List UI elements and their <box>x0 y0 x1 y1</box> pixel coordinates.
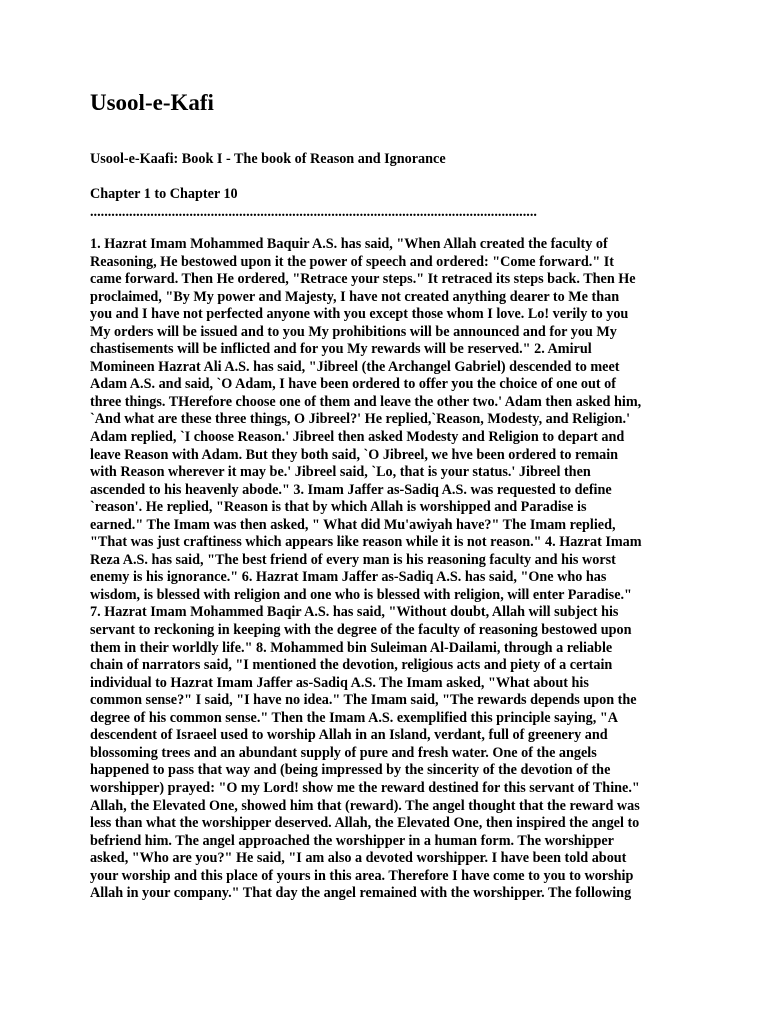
text-line: them in their worldly life." 8. Mohammed bin Suleiman Al-Dailami, through a reliable <box>90 639 613 656</box>
text-line: your worship and this place of yours in this area. Therefore I have come to you to worship <box>90 867 634 884</box>
dotted-separator: .............................................................................................................................. <box>90 204 537 220</box>
text-line: ascended to his heavenly abode." 3. Imam Jaffer as-Sadiq A.S. was requested to define <box>90 481 612 498</box>
text-line: Momineen Hazrat Ali A.S. has said, "Jibreel (the Archangel Gabriel) descended to meet <box>90 358 620 375</box>
text-line: Adam A.S. and said, `O Adam, I have been ordered to offer you the choice of one out of <box>90 376 616 393</box>
text-line: chastisements will be inflicted and for you My rewards will be reserved." 2. Amirul <box>90 341 592 358</box>
text-line: proclaimed, "By My power and Majesty, I have not created anything dearer to Me than <box>90 288 620 305</box>
text-line: "That was just craftiness which appears like reason while it is not reason." 4. Hazrat Imam <box>90 534 642 551</box>
text-line: My orders will be issued and to you My prohibitions will be announced and for you My <box>90 323 617 340</box>
text-line: asked, "Who are you?" He said, "I am also a devoted worshipper. I have been told about <box>90 850 627 867</box>
text-line: blossoming trees and an abundant supply of pure and fresh water. One of the angels <box>90 744 597 761</box>
text-line: `And what are these three things, O Jibreel?' He replied,`Reason, Modesty, and Religion.' <box>90 411 631 428</box>
body-paragraph <box>90 236 680 903</box>
text-line: worshipper) prayed: "O my Lord! show me the reward destined for this servant of Thine." <box>90 779 640 796</box>
text-line: degree of his common sense." Then the Imam A.S. exemplified this principle saying, "A <box>90 709 618 726</box>
text-line: Reasoning, He bestowed upon it the power of speech and ordered: "Come forward." It <box>90 253 614 270</box>
text-line: with Reason wherever it may be.' Jibreel said, `Lo, that is your status.' Jibreel then <box>90 464 591 481</box>
text-line: chain of narrators said, "I mentioned the devotion, religious acts and piety of a certain <box>90 657 613 674</box>
text-line: descendent of Israeel used to worship Allah in an Island, verdant, full of greenery and <box>90 727 608 744</box>
text-line: Allah, the Elevated One, showed him that (reward). The angel thought that the reward was <box>90 797 640 814</box>
document-title: Usool-e-Kafi <box>90 90 214 115</box>
text-line: three things. THerefore choose one of them and leave the other two.' Adam then asked him, <box>90 393 642 410</box>
text-line: `reason'. He replied, "Reason is that by which Allah is worshipped and Paradise is <box>90 499 587 516</box>
text-line: servant to reckoning in keeping with the degree of the faculty of reasoning bestowed upon <box>90 622 632 639</box>
text-line: less than what the worshipper deserved. Allah, the Elevated One, then inspired the angel to <box>90 815 640 832</box>
text-line: befriend him. The angel approached the worshipper in a human form. The worshipper <box>90 832 614 849</box>
text-line: Reza A.S. has said, "The best friend of every man is his reasoning faculty and his worst <box>90 551 616 568</box>
text-line: wisdom, is blessed with religion and one who is blessed with religion, will enter Paradise." <box>90 586 632 603</box>
chapter-range: Chapter 1 to Chapter 10 <box>90 186 238 202</box>
text-line: leave Reason with Adam. But they both said, `O Jibreel, we hve been ordered to remain <box>90 446 619 463</box>
text-line: common sense?" I said, "I have no idea." The Imam said, "The rewards depends upon the <box>90 692 637 709</box>
text-line: Allah in your company." That day the angel remained with the worshipper. The following <box>90 885 632 902</box>
text-line: earned." The Imam was then asked, " What did Mu'awiyah have?" The Imam replied, <box>90 516 616 533</box>
text-line: you and I have not perfected anyone with you except those whom I love. Lo! verily to you <box>90 306 629 323</box>
book-title: Usool-e-Kaafi: Book I - The book of Reason and Ignorance <box>90 151 446 167</box>
text-line: came forward. Then He ordered, "Retrace your steps." It retraced its steps back. Then He <box>90 271 636 288</box>
text-line: 7. Hazrat Imam Mohammed Baqir A.S. has said, "Without doubt, Allah will subject his <box>90 604 619 621</box>
text-line: 1. Hazrat Imam Mohammed Baquir A.S. has said, "When Allah created the faculty of <box>90 236 608 252</box>
text-line: Adam replied, `I choose Reason.' Jibreel then asked Modesty and Religion to depart and <box>90 429 625 446</box>
text-line: enemy is his ignorance." 6. Hazrat Imam Jaffer as-Sadiq A.S. has said, "One who has <box>90 569 607 586</box>
text-line: happened to pass that way and (being impressed by the sincerity of the devotion of the <box>90 762 611 779</box>
text-line: individual to Hazrat Imam Jaffer as-Sadiq A.S. The Imam asked, "What about his <box>90 674 589 691</box>
